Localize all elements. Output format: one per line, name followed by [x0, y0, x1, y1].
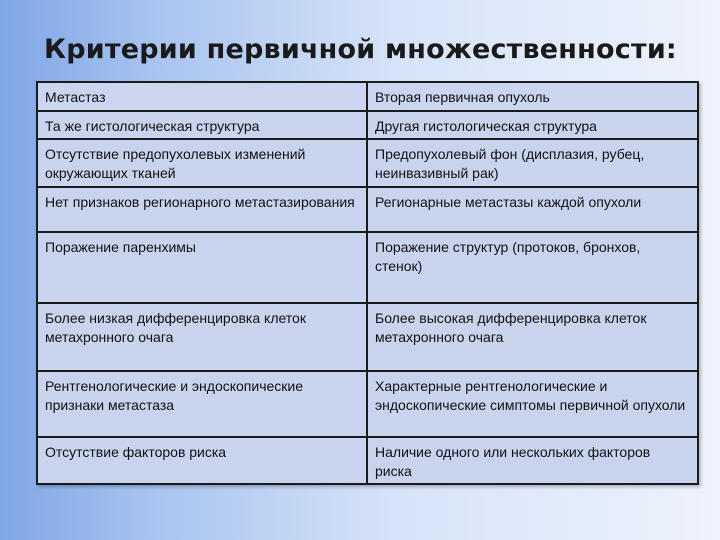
cell-metastasis: Рентгенологические и эндоскопические признаки метастаза — [37, 371, 367, 437]
cell-second-primary: Другая гистологическая структура — [367, 111, 698, 139]
table-row — [37, 139, 698, 187]
cell-second-primary: Регионарные метастазы каждой опухоли — [367, 187, 698, 232]
criteria-table — [36, 81, 699, 485]
table-header-row — [37, 82, 698, 111]
slide-title: Критерии первичной множественности: — [44, 34, 677, 65]
cell-second-primary: Наличие одного или нескольких факторов риска — [367, 437, 698, 484]
cell-metastasis: Нет признаков регионарного метастазирования — [37, 187, 367, 232]
cell-second-primary: Более высокая дифференцировка клеток метахронного очага — [367, 303, 698, 371]
cell-metastasis: Та же гистологическая структура — [37, 111, 367, 139]
cell-metastasis: Поражение паренхимы — [37, 232, 367, 303]
cell-metastasis: Отсутствие предопухолевых изменений окружающих тканей — [37, 139, 367, 187]
cell-metastasis: Более низкая дифференцировка клеток метахронного очага — [37, 303, 367, 371]
cell-metastasis: Отсутствие факторов риска — [37, 437, 367, 484]
table-row — [37, 187, 698, 232]
table-row — [37, 371, 698, 437]
cell-second-primary: Предопухолевый фон (дисплазия, рубец, неинвазивный рак) — [367, 139, 698, 187]
header-metastasis: Метастаз — [37, 82, 367, 111]
cell-second-primary: Характерные рентгенологические и эндоскопические симптомы первичной опухоли — [367, 371, 698, 437]
cell-second-primary: Поражение структур (протоков, бронхов, стенок) — [367, 232, 698, 303]
table-row — [37, 437, 698, 484]
header-second-primary: Вторая первичная опухоль — [367, 82, 698, 111]
table-row — [37, 111, 698, 139]
table-row — [37, 232, 698, 303]
criteria-table-wrap — [36, 81, 697, 485]
table-row — [37, 303, 698, 371]
